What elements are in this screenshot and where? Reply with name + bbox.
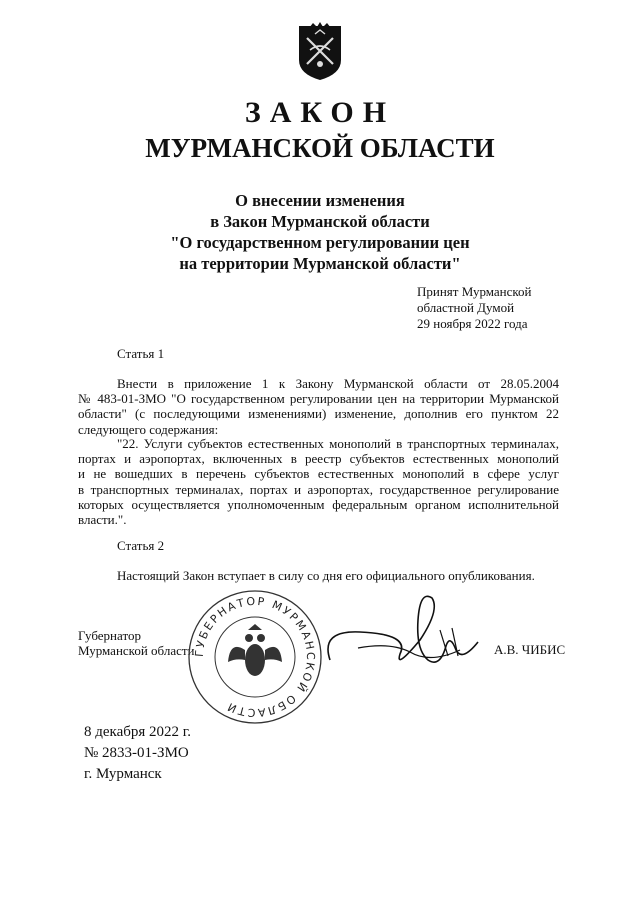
signature	[300, 590, 500, 690]
signer-name: А.В. ЧИБИС	[494, 642, 566, 657]
paragraph-line: области" (с последующими изменениями) изменение, дополнив его пунктом 22	[78, 406, 559, 422]
paragraph-line: № 483-01-ЗМО "О государственном регулировании цен на территории Мурманской	[78, 391, 559, 407]
adoption-note	[417, 284, 532, 332]
article-2-text: Настоящий Закон вступает в силу со дня его официального опубликования.	[117, 568, 535, 583]
adoption-line: Принят Мурманской	[417, 284, 532, 299]
paragraph-line: портах и аэропортах, включенных в реестр субъектов естественных монополий	[78, 451, 559, 467]
subtitle-line: в Закон Мурманской области	[210, 212, 430, 231]
subtitle-line: на территории Мурманской области"	[179, 254, 461, 273]
law-title: ЗАКОН	[244, 96, 396, 129]
law-city: г. Мурманск	[84, 766, 162, 782]
article-1-paragraph-2	[78, 436, 559, 527]
adoption-line: областной Думой	[417, 300, 515, 315]
article-2-heading: Статья 2	[117, 538, 165, 553]
law-subtitle	[0, 190, 640, 274]
paragraph-line: в транспортных терминалах, портах и аэропортах, государственное регулирование	[78, 481, 559, 497]
governor-title	[78, 628, 195, 658]
paragraph-line: "22. Услуги субъектов естественных монополий в транспортных терминалах,	[117, 436, 559, 451]
governor-line: Мурманской области	[78, 643, 195, 658]
governor-line: Губернатор	[78, 628, 141, 643]
adoption-date: 29 ноября 2022 года	[417, 316, 528, 331]
paragraph-line: которых осуществляется уполномоченным федеральным органом исполнительной	[78, 496, 559, 512]
subtitle-line: "О государственном регулировании цен	[170, 233, 470, 252]
subtitle-line: О внесении изменения	[235, 191, 405, 210]
svg-text:ГУБЕРНАТОР МУРМАНСКОЙ ОБЛАСТИ: ГУБЕРНАТОР МУРМАНСКОЙ ОБЛАСТИ	[192, 594, 318, 720]
paragraph-line: власти.".	[78, 511, 127, 527]
region-title: МУРМАНСКОЙ ОБЛАСТИ	[145, 133, 495, 163]
article-1-paragraph-1	[78, 376, 559, 437]
law-number: № 2833-01-ЗМО	[84, 745, 189, 761]
law-date: 8 декабря 2022 г.	[84, 724, 191, 740]
eagle-icon	[228, 624, 282, 676]
law-registration	[84, 722, 191, 785]
article-1-heading: Статья 1	[117, 346, 165, 361]
paragraph-line: Внести в приложение 1 к Закону Мурманской области от 28.05.2004	[117, 376, 559, 391]
paragraph-line: и не вошедших в перечень субъектов естественных монополий в сфере услуг	[78, 466, 559, 482]
coat-of-arms-icon	[297, 20, 343, 82]
paragraph-line: следующего содержания:	[78, 421, 219, 437]
